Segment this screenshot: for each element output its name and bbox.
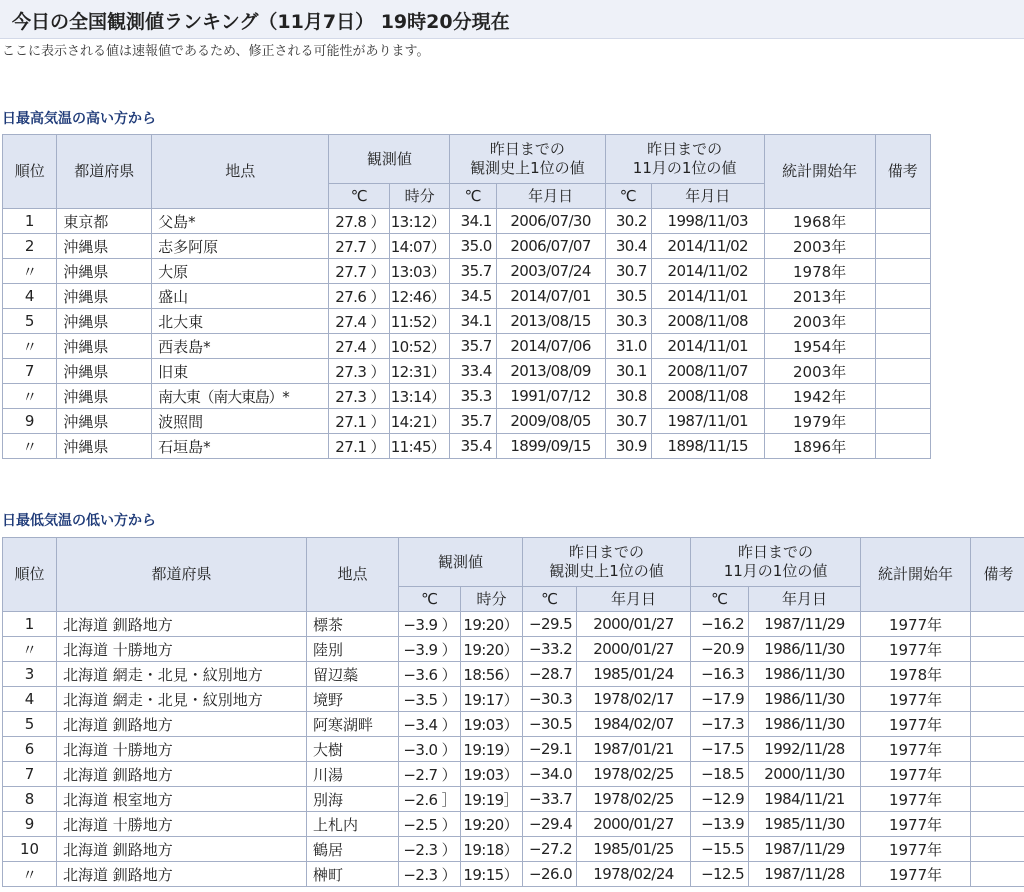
cell-rank: 〃 <box>3 434 57 459</box>
cell-rank: 7 <box>3 762 57 787</box>
cell-record-date: 2000/01/27 <box>577 812 691 837</box>
cell-station: 石垣島* <box>152 434 329 459</box>
cell-month-date: 1998/11/03 <box>651 209 764 234</box>
cell-start-year: 1968年 <box>764 209 875 234</box>
cell-start-year: 1979年 <box>764 409 875 434</box>
cell-observed-time: 10:52） <box>389 334 449 359</box>
cell-station: 大樹 <box>307 737 399 762</box>
cell-station: 西表島* <box>152 334 329 359</box>
cell-rank: 9 <box>3 409 57 434</box>
cell-record-date: 1985/01/25 <box>577 837 691 862</box>
cell-observed-value: −3.4 ） <box>399 712 461 737</box>
cell-rank: 1 <box>3 612 57 637</box>
table-row <box>3 309 931 334</box>
cell-observed-value: 27.8 ） <box>329 209 389 234</box>
cell-month-value: −17.9 <box>691 687 749 712</box>
cell-station: 榊町 <box>307 862 399 887</box>
cell-record-value: −26.0 <box>523 862 577 887</box>
cell-month-value: −15.5 <box>691 837 749 862</box>
cell-observed-time: 19:18） <box>461 837 523 862</box>
table-row <box>3 384 931 409</box>
cell-start-year: 1977年 <box>861 687 971 712</box>
header-unit-date: 年月日 <box>496 184 605 209</box>
cell-station: 大原 <box>152 259 329 284</box>
cell-record-date: 2013/08/15 <box>496 309 605 334</box>
cell-observed-value: −2.3 ） <box>399 862 461 887</box>
cell-start-year: 1977年 <box>861 837 971 862</box>
cell-prefecture: 沖縄県 <box>57 359 152 384</box>
header-record-all-line1: 昨日までの <box>489 140 565 158</box>
cell-remarks <box>971 712 1024 737</box>
cell-prefecture: 北海道 根室地方 <box>57 787 307 812</box>
cell-remarks <box>875 409 930 434</box>
cell-record-value: 35.4 <box>450 434 496 459</box>
cell-prefecture: 沖縄県 <box>57 434 152 459</box>
cell-remarks <box>875 234 930 259</box>
cell-remarks <box>971 612 1024 637</box>
cell-start-year: 1977年 <box>861 787 971 812</box>
cell-record-date: 2014/07/01 <box>496 284 605 309</box>
cell-prefecture: 北海道 釧路地方 <box>57 712 307 737</box>
cell-observed-value: 27.7 ） <box>329 234 389 259</box>
cell-observed-value: 27.4 ） <box>329 309 389 334</box>
cell-record-value: −30.3 <box>523 687 577 712</box>
header-unit-time: 時分 <box>389 184 449 209</box>
table-row <box>3 334 931 359</box>
cell-record-value: −34.0 <box>523 762 577 787</box>
cell-prefecture: 沖縄県 <box>57 234 152 259</box>
cell-remarks <box>971 787 1024 812</box>
header-record-month-line2: 11月の1位の値 <box>723 562 828 580</box>
cell-rank: 2 <box>3 234 57 259</box>
header-prefecture: 都道府県 <box>57 538 307 612</box>
cell-start-year: 1977年 <box>861 812 971 837</box>
cell-rank: 〃 <box>3 637 57 662</box>
cell-start-year: 1954年 <box>764 334 875 359</box>
table-row <box>3 837 1024 862</box>
cell-observed-value: 27.3 ） <box>329 384 389 409</box>
cell-observed-time: 13:14） <box>389 384 449 409</box>
cell-month-date: 1984/11/21 <box>749 787 861 812</box>
cell-month-value: −20.9 <box>691 637 749 662</box>
cell-record-date: 1985/01/24 <box>577 662 691 687</box>
cell-prefecture: 北海道 釧路地方 <box>57 762 307 787</box>
cell-record-value: 34.1 <box>450 209 496 234</box>
cell-prefecture: 沖縄県 <box>57 409 152 434</box>
cell-remarks <box>971 637 1024 662</box>
cell-start-year: 1977年 <box>861 737 971 762</box>
cell-rank: 10 <box>3 837 57 862</box>
cell-observed-time: 19:17） <box>461 687 523 712</box>
cell-prefecture: 沖縄県 <box>57 284 152 309</box>
cell-month-value: 30.4 <box>605 234 651 259</box>
cell-month-date: 1986/11/30 <box>749 662 861 687</box>
cell-rank: 9 <box>3 812 57 837</box>
cell-observed-value: −3.0 ） <box>399 737 461 762</box>
cell-station: 北大東 <box>152 309 329 334</box>
cell-station: 阿寒湖畔 <box>307 712 399 737</box>
cell-month-value: 30.8 <box>605 384 651 409</box>
cell-observed-time: 14:07） <box>389 234 449 259</box>
cell-month-date: 1898/11/15 <box>651 434 764 459</box>
cell-record-date: 2013/08/09 <box>496 359 605 384</box>
cell-month-value: −13.9 <box>691 812 749 837</box>
cell-month-value: 30.3 <box>605 309 651 334</box>
cell-record-date: 2000/01/27 <box>577 612 691 637</box>
header-station: 地点 <box>152 135 329 209</box>
header-unit-celsius: ℃ <box>691 587 749 612</box>
cell-month-value: −16.2 <box>691 612 749 637</box>
cell-observed-time: 18:56） <box>461 662 523 687</box>
cell-station: 南大東（南大東島）* <box>152 384 329 409</box>
cell-remarks <box>971 662 1024 687</box>
cell-station: 志多阿原 <box>152 234 329 259</box>
cell-rank: 〃 <box>3 862 57 887</box>
header-unit-time: 時分 <box>461 587 523 612</box>
header-unit-date: 年月日 <box>577 587 691 612</box>
header-rank: 順位 <box>3 538 57 612</box>
table-row <box>3 612 1024 637</box>
cell-record-date: 1978/02/25 <box>577 787 691 812</box>
cell-month-date: 2014/11/02 <box>651 259 764 284</box>
cell-remarks <box>971 687 1024 712</box>
cell-start-year: 1977年 <box>861 637 971 662</box>
table-row <box>3 787 1024 812</box>
header-remarks: 備考 <box>875 135 930 209</box>
cell-month-date: 2008/11/08 <box>651 309 764 334</box>
cell-month-value: 30.9 <box>605 434 651 459</box>
cell-observed-value: 27.3 ） <box>329 359 389 384</box>
cell-record-date: 2006/07/30 <box>496 209 605 234</box>
cell-record-value: 35.7 <box>450 409 496 434</box>
cell-record-value: −27.2 <box>523 837 577 862</box>
cell-observed-value: −3.9 ） <box>399 612 461 637</box>
low-temp-section-title: 日最低気温の低い方から <box>2 513 156 529</box>
cell-rank: 8 <box>3 787 57 812</box>
cell-month-date: 2008/11/07 <box>651 359 764 384</box>
header-unit-celsius: ℃ <box>399 587 461 612</box>
cell-record-date: 1991/07/12 <box>496 384 605 409</box>
cell-month-value: −12.5 <box>691 862 749 887</box>
cell-observed-time: 13:12） <box>389 209 449 234</box>
cell-month-date: 1986/11/30 <box>749 637 861 662</box>
header-record-all-line2: 観測史上1位の値 <box>470 159 585 177</box>
cell-prefecture: 北海道 釧路地方 <box>57 862 307 887</box>
table-row <box>3 234 931 259</box>
cell-prefecture: 北海道 十勝地方 <box>57 737 307 762</box>
header-unit-celsius: ℃ <box>450 184 496 209</box>
low-temp-ranking-table <box>2 537 1024 887</box>
cell-record-value: −33.7 <box>523 787 577 812</box>
provisional-notice: ここに表示される値は速報値であるため、修正される可能性があります。 <box>2 44 430 59</box>
cell-month-date: 1987/11/01 <box>651 409 764 434</box>
cell-record-value: 34.1 <box>450 309 496 334</box>
cell-record-value: −29.4 <box>523 812 577 837</box>
high-temp-ranking-table <box>2 134 931 459</box>
cell-observed-time: 19:19） <box>461 737 523 762</box>
header-record-all-line1: 昨日までの <box>569 543 645 561</box>
cell-observed-value: −2.3 ） <box>399 837 461 862</box>
cell-prefecture: 沖縄県 <box>57 334 152 359</box>
cell-rank: 3 <box>3 662 57 687</box>
table-row <box>3 812 1024 837</box>
cell-station: 上札内 <box>307 812 399 837</box>
cell-observed-value: 27.7 ） <box>329 259 389 284</box>
table-row <box>3 762 1024 787</box>
cell-month-date: 1985/11/30 <box>749 812 861 837</box>
cell-start-year: 1978年 <box>764 259 875 284</box>
header-record-month-line1: 昨日までの <box>738 543 814 561</box>
cell-observed-time: 19:19］ <box>461 787 523 812</box>
cell-observed-value: 27.1 ） <box>329 409 389 434</box>
cell-station: 川湯 <box>307 762 399 787</box>
cell-observed-value: −2.5 ） <box>399 812 461 837</box>
cell-record-value: 35.0 <box>450 234 496 259</box>
header-unit-celsius: ℃ <box>329 184 389 209</box>
cell-prefecture: 北海道 釧路地方 <box>57 837 307 862</box>
table-row <box>3 662 1024 687</box>
header-rank: 順位 <box>3 135 57 209</box>
cell-remarks <box>875 309 930 334</box>
header-unit-date: 年月日 <box>651 184 764 209</box>
table-row <box>3 712 1024 737</box>
cell-observed-time: 11:52） <box>389 309 449 334</box>
cell-remarks <box>971 737 1024 762</box>
cell-start-year: 2003年 <box>764 234 875 259</box>
cell-observed-value: 27.6 ） <box>329 284 389 309</box>
cell-record-date: 1987/01/21 <box>577 737 691 762</box>
cell-remarks <box>875 359 930 384</box>
cell-record-value: 35.7 <box>450 259 496 284</box>
cell-remarks <box>971 862 1024 887</box>
cell-month-value: 31.0 <box>605 334 651 359</box>
cell-month-date: 2000/11/30 <box>749 762 861 787</box>
table-row <box>3 637 1024 662</box>
cell-station: 標茶 <box>307 612 399 637</box>
cell-observed-value: −3.5 ） <box>399 687 461 712</box>
cell-start-year: 2003年 <box>764 359 875 384</box>
page-title: 今日の全国観測値ランキング（11月7日） 19時20分現在 <box>12 11 510 33</box>
cell-record-date: 1984/02/07 <box>577 712 691 737</box>
cell-record-value: −29.5 <box>523 612 577 637</box>
cell-observed-time: 19:20） <box>461 637 523 662</box>
cell-observed-time: 11:45） <box>389 434 449 459</box>
cell-record-date: 2006/07/07 <box>496 234 605 259</box>
header-observed: 観測値 <box>399 538 523 587</box>
cell-month-value: −17.3 <box>691 712 749 737</box>
cell-month-value: −12.9 <box>691 787 749 812</box>
cell-rank: 4 <box>3 284 57 309</box>
table-row <box>3 862 1024 887</box>
header-unit-date: 年月日 <box>749 587 861 612</box>
cell-month-value: −18.5 <box>691 762 749 787</box>
cell-station: 父島* <box>152 209 329 234</box>
cell-observed-time: 19:03） <box>461 712 523 737</box>
header-start-year: 統計開始年 <box>764 135 875 209</box>
cell-month-date: 1987/11/29 <box>749 837 861 862</box>
cell-month-date: 1986/11/30 <box>749 712 861 737</box>
cell-observed-time: 14:21） <box>389 409 449 434</box>
cell-observed-value: −3.9 ） <box>399 637 461 662</box>
cell-record-date: 2009/08/05 <box>496 409 605 434</box>
cell-record-value: 35.3 <box>450 384 496 409</box>
cell-observed-time: 19:20） <box>461 612 523 637</box>
cell-start-year: 2003年 <box>764 309 875 334</box>
cell-remarks <box>875 284 930 309</box>
cell-prefecture: 沖縄県 <box>57 259 152 284</box>
header-record-month-line1: 昨日までの <box>647 140 723 158</box>
header-remarks: 備考 <box>971 538 1024 612</box>
cell-station: 鶴居 <box>307 837 399 862</box>
cell-record-date: 2003/07/24 <box>496 259 605 284</box>
cell-start-year: 1978年 <box>861 662 971 687</box>
cell-month-value: −16.3 <box>691 662 749 687</box>
cell-record-date: 2000/01/27 <box>577 637 691 662</box>
cell-record-date: 1899/09/15 <box>496 434 605 459</box>
cell-observed-time: 19:15） <box>461 862 523 887</box>
header-record-all <box>523 538 691 587</box>
cell-rank: 7 <box>3 359 57 384</box>
cell-prefecture: 北海道 十勝地方 <box>57 637 307 662</box>
cell-month-value: 30.7 <box>605 409 651 434</box>
cell-start-year: 1977年 <box>861 862 971 887</box>
cell-record-value: −29.1 <box>523 737 577 762</box>
cell-record-value: 34.5 <box>450 284 496 309</box>
cell-prefecture: 沖縄県 <box>57 384 152 409</box>
cell-start-year: 1977年 <box>861 762 971 787</box>
cell-remarks <box>875 334 930 359</box>
cell-rank: 4 <box>3 687 57 712</box>
cell-observed-value: −2.6 ］ <box>399 787 461 812</box>
cell-start-year: 1942年 <box>764 384 875 409</box>
header-observed: 観測値 <box>329 135 450 184</box>
header-record-month <box>605 135 764 184</box>
cell-observed-time: 19:03） <box>461 762 523 787</box>
header-station: 地点 <box>307 538 399 612</box>
cell-observed-value: 27.1 ） <box>329 434 389 459</box>
cell-prefecture: 北海道 網走・北見・紋別地方 <box>57 662 307 687</box>
cell-observed-time: 19:20） <box>461 812 523 837</box>
header-record-month-line2: 11月の1位の値 <box>632 159 737 177</box>
cell-observed-value: −2.7 ） <box>399 762 461 787</box>
cell-month-date: 2014/11/01 <box>651 284 764 309</box>
cell-month-value: 30.1 <box>605 359 651 384</box>
cell-month-date: 2014/11/01 <box>651 334 764 359</box>
header-record-all-line2: 観測史上1位の値 <box>549 562 664 580</box>
cell-month-date: 2014/11/02 <box>651 234 764 259</box>
cell-rank: 5 <box>3 712 57 737</box>
cell-remarks <box>875 434 930 459</box>
cell-observed-time: 12:31） <box>389 359 449 384</box>
header-start-year: 統計開始年 <box>861 538 971 612</box>
header-unit-celsius: ℃ <box>523 587 577 612</box>
cell-record-value: 33.4 <box>450 359 496 384</box>
cell-remarks <box>875 259 930 284</box>
cell-prefecture: 東京都 <box>57 209 152 234</box>
cell-record-value: 35.7 <box>450 334 496 359</box>
cell-remarks <box>971 812 1024 837</box>
cell-month-value: 30.2 <box>605 209 651 234</box>
cell-station: 盛山 <box>152 284 329 309</box>
table-row <box>3 259 931 284</box>
cell-start-year: 2013年 <box>764 284 875 309</box>
cell-rank: 〃 <box>3 384 57 409</box>
cell-month-date: 1987/11/29 <box>749 612 861 637</box>
cell-prefecture: 北海道 十勝地方 <box>57 812 307 837</box>
header-prefecture: 都道府県 <box>57 135 152 209</box>
cell-rank: 〃 <box>3 259 57 284</box>
cell-start-year: 1977年 <box>861 612 971 637</box>
cell-record-date: 1978/02/17 <box>577 687 691 712</box>
cell-station: 旧東 <box>152 359 329 384</box>
cell-station: 留辺蘂 <box>307 662 399 687</box>
table-row <box>3 737 1024 762</box>
cell-station: 別海 <box>307 787 399 812</box>
cell-month-date: 2008/11/08 <box>651 384 764 409</box>
cell-month-value: 30.5 <box>605 284 651 309</box>
cell-start-year: 1977年 <box>861 712 971 737</box>
header-record-month <box>691 538 861 587</box>
cell-rank: 〃 <box>3 334 57 359</box>
cell-observed-time: 12:46） <box>389 284 449 309</box>
table-row <box>3 284 931 309</box>
table-row <box>3 687 1024 712</box>
cell-station: 波照間 <box>152 409 329 434</box>
cell-record-value: −30.5 <box>523 712 577 737</box>
cell-prefecture: 北海道 釧路地方 <box>57 612 307 637</box>
cell-month-date: 1986/11/30 <box>749 687 861 712</box>
page-header <box>0 0 1024 39</box>
cell-month-value: −17.5 <box>691 737 749 762</box>
cell-month-date: 1987/11/28 <box>749 862 861 887</box>
cell-remarks <box>971 837 1024 862</box>
cell-station: 境野 <box>307 687 399 712</box>
cell-observed-value: −3.6 ） <box>399 662 461 687</box>
cell-month-value: 30.7 <box>605 259 651 284</box>
cell-remarks <box>875 209 930 234</box>
table-row <box>3 434 931 459</box>
cell-prefecture: 北海道 網走・北見・紋別地方 <box>57 687 307 712</box>
cell-remarks <box>875 384 930 409</box>
cell-observed-value: 27.4 ） <box>329 334 389 359</box>
cell-record-date: 1978/02/24 <box>577 862 691 887</box>
header-unit-celsius: ℃ <box>605 184 651 209</box>
high-temp-section-title: 日最高気温の高い方から <box>2 111 156 127</box>
table-row <box>3 359 931 384</box>
cell-month-date: 1992/11/28 <box>749 737 861 762</box>
table-row <box>3 409 931 434</box>
cell-remarks <box>971 762 1024 787</box>
cell-start-year: 1896年 <box>764 434 875 459</box>
table-row <box>3 209 931 234</box>
cell-rank: 6 <box>3 737 57 762</box>
header-record-all <box>450 135 605 184</box>
cell-observed-time: 13:03） <box>389 259 449 284</box>
cell-record-date: 2014/07/06 <box>496 334 605 359</box>
cell-rank: 5 <box>3 309 57 334</box>
cell-station: 陸別 <box>307 637 399 662</box>
cell-rank: 1 <box>3 209 57 234</box>
cell-record-value: −28.7 <box>523 662 577 687</box>
cell-prefecture: 沖縄県 <box>57 309 152 334</box>
cell-record-date: 1978/02/25 <box>577 762 691 787</box>
cell-record-value: −33.2 <box>523 637 577 662</box>
